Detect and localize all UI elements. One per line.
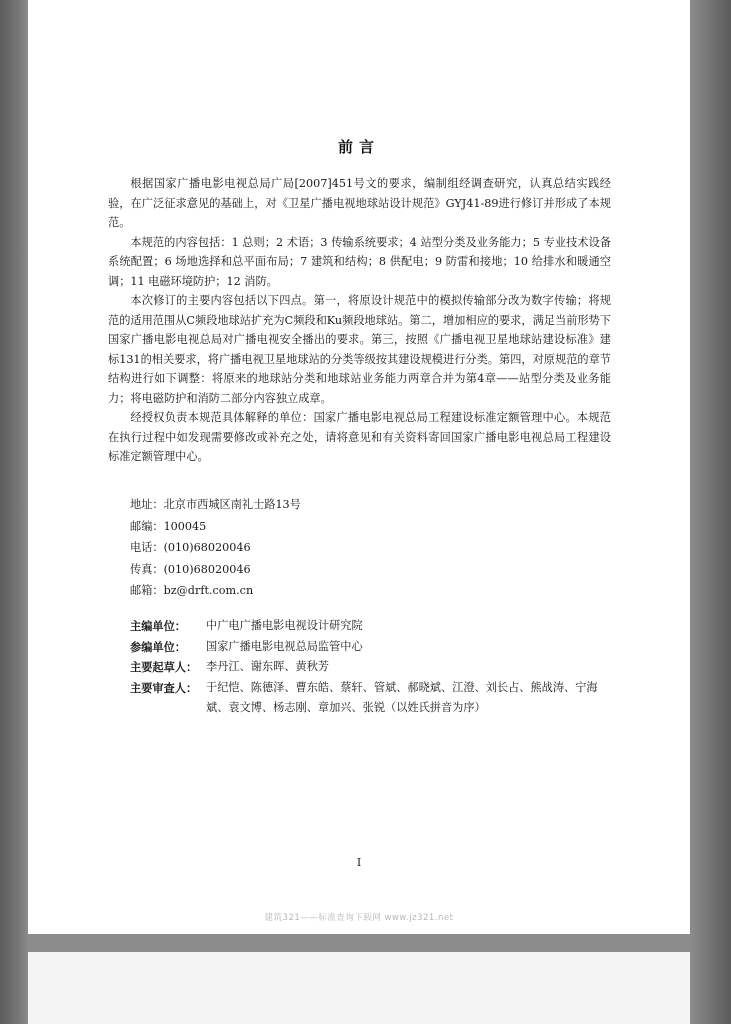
preface-body (108, 174, 611, 467)
page-number: I (356, 856, 362, 869)
next-page (28, 952, 690, 1024)
contact-postcode: 邮编：100045 (130, 519, 207, 533)
credit-value: 于纪恺、陈德泽、曹东皓、蔡轩、管斌、郝晓斌、江澄、刘长占、熊战涛、宁海斌、袁文博、杨志刚、章加兴、张锐（以姓氏拼音为序） (206, 680, 598, 714)
credit-value: 李丹江、谢东晖、黄秋芳 (206, 660, 330, 673)
contact-fax: 传真：(010)68020046 (130, 562, 251, 576)
credit-value: 国家广播电影电视总局监管中心 (206, 639, 363, 653)
credit-value: 中广电广播电影电视设计研究院 (206, 619, 363, 632)
contact-block (130, 494, 301, 602)
credit-label: 主编单位： (130, 619, 186, 633)
credit-row (130, 657, 616, 678)
contact-phone: 电话：(010)68020046 (130, 541, 251, 554)
credits-block (130, 616, 616, 719)
contact-address: 地址：北京市西城区南礼士路13号 (130, 498, 301, 511)
contact-email: 邮箱：bz@drft.com.cn (130, 584, 254, 597)
paragraph-4: 经授权负责本规范具体解释的单位：国家广播电影电视总局工程建设标准定额管理中心。本规范在执行过程中如发现需要修改或补充之处，请将意见和有关资料寄回国家广播电影电视总局工程建设标准定额管理中心。 (108, 411, 611, 463)
credit-label: 主要起草人： (130, 660, 198, 674)
watermark-text: 建筑321——标准查询下载网 www.jz321.net (264, 913, 454, 923)
paragraph-2: 本规范的内容包括：1 总则；2 术语；3 传输系统要求；4 站型分类及业务能力；5 专业技术设备系统配置；6 场地选择和总平面布局；7 建筑和结构；8 供配电；9 防雷和接地；10 给排水和暖通空调；11 电磁环境防护；12 消防。 (108, 235, 611, 288)
document-page (28, 0, 690, 934)
credit-label: 主要审查人： (130, 680, 198, 695)
paragraph-3: 本次修订的主要内容包括以下四点。第一，将原设计规范中的模拟传输部分改为数字传输；将规范的适用范围从C频段地球站扩充为C频段和Ku频段地球站。第二，增加相应的要求，满足当前形势下国家广播电影电视总局对广播电视安全播出的要求。第三，按照《广播电视卫星地球站建设标准》建标131的相关要求，将广播电视卫星地球站的分类等级按其建设规模进行分类。第四，对原规范的章节结构进行如下调整：将原来的地球站分类和地球站业务能力两章合并为第4章——站型分类及业务能力；将电磁防护和消防二部分内容独立成章。 (108, 294, 611, 405)
page-title: 前言 (337, 138, 380, 156)
credit-row (130, 678, 616, 719)
credit-row (130, 637, 616, 658)
credit-label: 参编单位： (130, 639, 186, 654)
paragraph-1: 根据国家广播电影电视总局广局[2007]451号文的要求，编制组经调查研究，认真总结实践经验，在广泛征求意见的基础上，对《卫星广播电视地球站设计规范》GYJ41-89进行修订并形成了本规范。 (108, 177, 611, 229)
credit-row (130, 616, 616, 637)
